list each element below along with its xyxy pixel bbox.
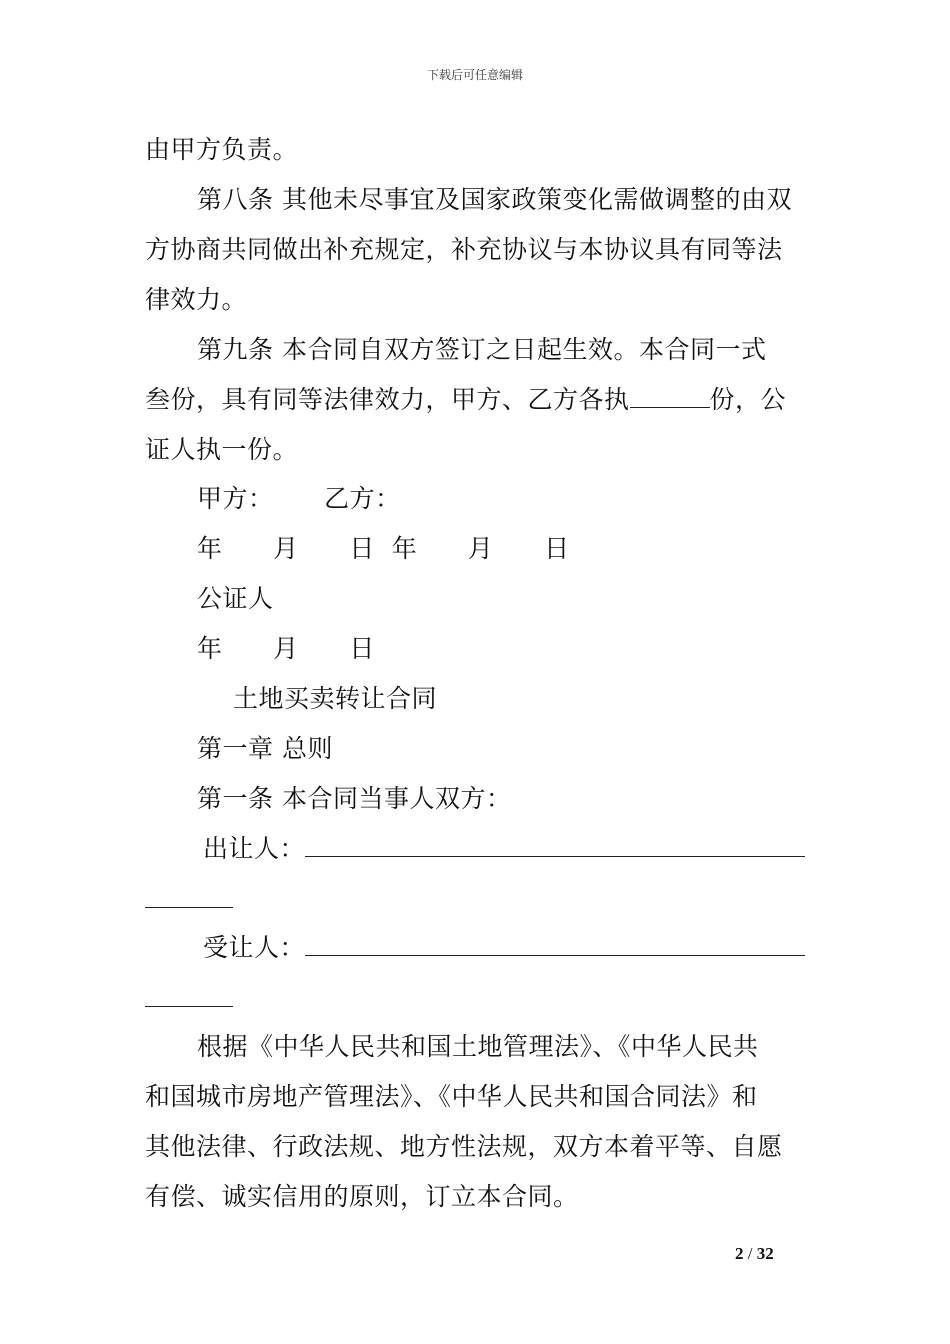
transferor-label: 出让人： [203,834,306,863]
transferee-blank-continuation [145,1006,233,1007]
party-labels: 甲方： 乙方： [197,484,401,513]
transferee-blank-field [305,933,805,956]
preamble-line-3: 其他法律、行政法规、地方性法规，双方本着平等、自愿 [145,1132,783,1161]
article-9-line-2-tail: 份，公 [709,385,787,414]
preamble-line-4: 有偿、诚实信用的原则，订立本合同。 [145,1182,579,1211]
article-9-line-2-text: 叁份，具有同等法律效力，甲方、乙方各执 [145,385,630,414]
chapter-1-heading: 第一章 总则 [197,734,333,763]
article-8-line-1: 第八条 其他未尽事宜及国家政策变化需做调整的由双 [197,185,792,214]
article-9-line-2 [145,385,786,415]
copies-blank-field [630,385,710,408]
article-9-line-3: 证人执一份。 [145,435,299,464]
notary-label: 公证人 [197,584,274,613]
page-number [735,1244,774,1264]
paragraph-line: 由甲方负责。 [145,135,299,164]
page-header: 下载后可任意编辑 [426,68,523,82]
article-8-line-3: 律效力。 [145,285,248,314]
preamble-line-2: 和国城市房地产管理法》、《中华人民共和国合同法》和 [145,1082,758,1111]
preamble-line-1: 根据《中华人民共和国土地管理法》、《中华人民共 [197,1032,759,1061]
article-9-line-1: 第九条 本合同自双方签订之日起生效。本合同一式 [197,335,767,364]
current-page: 2 [735,1244,744,1263]
transferee-label: 受让人： [203,933,306,962]
transferee-line [203,933,805,963]
transferor-blank-continuation [145,907,233,908]
transferor-line [203,834,805,864]
total-pages: 32 [756,1244,774,1263]
signing-dates: 年 月 日 年 月 日 [197,534,570,563]
page-separator: / [743,1244,757,1263]
article-8-line-2: 方协商共同做出补充规定，补充协议与本协议具有同等法 [145,235,783,264]
contract-title: 土地买卖转让合同 [233,684,438,713]
notary-date: 年 月 日 [197,634,375,663]
transferor-blank-field [305,834,805,857]
article-1-line: 第一条 本合同当事人双方： [197,784,512,813]
